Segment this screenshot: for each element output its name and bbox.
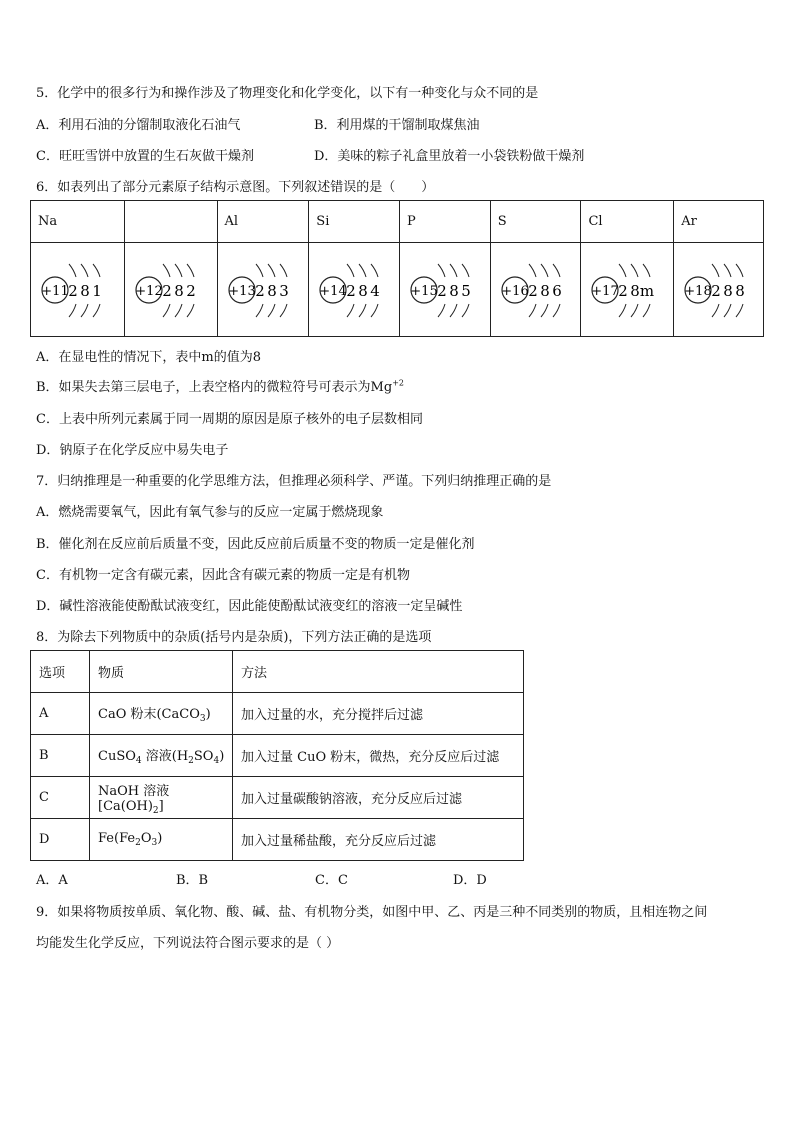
shell-electron-count: 2	[186, 281, 196, 300]
element-symbol-row	[31, 201, 764, 243]
shell-arc-bottom	[69, 304, 76, 317]
atom-diagram-cell	[490, 243, 581, 337]
shell-electron-count: 8	[266, 281, 277, 300]
shell-electron-count: 2	[254, 281, 265, 300]
atom-diagram-cell	[124, 243, 217, 337]
formula-subscript: 2	[152, 805, 159, 816]
shell-electron-count: 8	[630, 281, 641, 300]
formula-subscript: 4	[135, 756, 142, 766]
formula-part: )	[205, 707, 211, 722]
shell-arc-top	[268, 264, 275, 277]
shell-electron-count: 2	[68, 281, 78, 300]
shell-electron-count: 5	[461, 281, 471, 300]
shell-arc-bottom	[438, 304, 445, 317]
shell-arc-bottom	[81, 304, 88, 317]
row-substance	[90, 777, 233, 819]
shell-arc-bottom	[347, 304, 354, 317]
atom-diagram-al	[218, 245, 300, 335]
shell-arc-bottom	[619, 304, 626, 317]
shell-electron-count: 1	[92, 281, 102, 300]
shell-arc-top	[450, 264, 457, 277]
shell-arc-top	[736, 264, 743, 277]
shell-electron-count: m	[640, 281, 655, 300]
q5-option-b: B．利用煤的干馏制取煤焦油	[314, 118, 480, 133]
shell-arc-bottom	[724, 304, 731, 317]
q5-option-a: A．利用石油的分馏制取液化石油气	[36, 118, 241, 133]
shell-electron-count: 8	[735, 281, 745, 300]
shell-arc-bottom	[187, 304, 194, 317]
header-substance: 物质	[90, 651, 233, 693]
q8-answer-a: A．A	[36, 873, 68, 888]
row-option: D	[31, 819, 90, 861]
q8-answer-d: D．D	[453, 873, 487, 888]
formula-part: CuSO	[98, 749, 136, 764]
shell-electron-count: 8	[174, 281, 184, 300]
nucleus-charge: +12	[135, 283, 163, 299]
element-cell: Si	[309, 201, 400, 243]
atom-diagram-mg	[125, 245, 208, 335]
nucleus-charge: +17	[591, 283, 620, 299]
shell-electron-count: 2	[346, 281, 357, 300]
shell-arc-top	[371, 264, 378, 277]
shell-arc-bottom	[450, 304, 457, 317]
q6-option-a: A．在显电性的情况下，表中m的值为8	[36, 350, 261, 365]
table-row	[31, 735, 524, 777]
shell-arc-top	[347, 264, 354, 277]
q6-option-d: D．钠原子在化学反应中易失电子	[36, 443, 229, 458]
shell-arc-top	[175, 264, 182, 277]
row-method: 加入过量的水，充分搅拌后过滤	[233, 693, 524, 735]
row-method: 加入过量稀盐酸，充分反应后过滤	[233, 819, 524, 861]
q6-option-c: C．上表中所列元素属于同一周期的原因是原子核外的电子层数相同	[36, 412, 423, 427]
shell-electron-count: 2	[437, 281, 447, 300]
element-cell: S	[490, 201, 581, 243]
element-cell: Ar	[674, 201, 764, 243]
header-option: 选项	[31, 651, 90, 693]
shell-arc-top	[619, 264, 626, 277]
shell-arc-bottom	[256, 304, 263, 317]
shell-arc-top	[724, 264, 731, 277]
nucleus-charge: +13	[227, 283, 256, 299]
shell-arc-bottom	[280, 304, 287, 317]
formula-subscript: 4	[213, 756, 220, 766]
header-method: 方法	[233, 651, 524, 693]
table-row	[31, 777, 524, 819]
formula-part: )	[157, 831, 163, 846]
shell-electron-count: 2	[711, 281, 721, 300]
shell-arc-top	[81, 264, 88, 277]
shell-arc-bottom	[553, 304, 560, 317]
shell-arc-top	[631, 264, 638, 277]
shell-arc-top	[280, 264, 287, 277]
q5-option-d: D．美味的粽子礼盒里放着一小袋铁粉做干燥剂	[314, 149, 585, 164]
atom-diagram-cl	[581, 245, 664, 335]
formula-part: O	[140, 831, 152, 846]
q8-answer-c: C．C	[315, 873, 348, 888]
shell-arc-bottom	[643, 304, 650, 317]
shell-arc-top	[643, 264, 650, 277]
shell-arc-bottom	[541, 304, 548, 317]
q9-stem-line1: 9．如果将物质按单质、氧化物、酸、碱、盐、有机物分类，如图中甲、乙、丙是三种不同类别的物质，且相连物之间	[36, 905, 708, 920]
atom-diagram-p	[400, 245, 481, 335]
q8-answer-b: B．B	[176, 873, 209, 888]
formula-part: 溶液(H	[141, 749, 189, 764]
element-cell: Cl	[581, 201, 674, 243]
q5-option-c: C．旺旺雪饼中放置的生石灰做干燥剂	[36, 149, 254, 164]
shell-arc-top	[359, 264, 366, 277]
q7-option-a: A．燃烧需要氧气，因此有氧气参与的反应一定属于燃烧现象	[36, 505, 384, 520]
nucleus-charge: +11	[41, 283, 69, 299]
atom-diagram-cell	[674, 243, 764, 337]
shell-arc-bottom	[736, 304, 743, 317]
shell-electron-count: 8	[539, 281, 550, 300]
shell-arc-top	[187, 264, 194, 277]
shell-arc-top	[93, 264, 100, 277]
shell-electron-count: 6	[551, 281, 562, 300]
row-method: 加入过量碳酸钠溶液，充分反应后过滤	[233, 777, 524, 819]
shell-electron-count: 3	[278, 281, 289, 300]
q6-option-b	[36, 376, 404, 395]
shell-arc-bottom	[371, 304, 378, 317]
formula-part: NaOH 溶液[Ca(OH)	[98, 783, 170, 814]
atom-diagram-ar	[674, 245, 754, 335]
atom-structure-table	[30, 200, 764, 337]
row-option: C	[31, 777, 90, 819]
shell-electron-count: 2	[527, 281, 538, 300]
shell-electron-count: 2	[162, 281, 172, 300]
atom-diagram-cell	[309, 243, 400, 337]
formula-part: Fe(Fe	[98, 831, 136, 846]
shell-arc-top	[163, 264, 170, 277]
row-option: B	[31, 735, 90, 777]
shell-arc-top	[256, 264, 263, 277]
atom-diagram-cell	[581, 243, 674, 337]
table-header-row	[31, 651, 524, 693]
q7-option-d: D．碱性溶液能使酚酞试液变红，因此能使酚酞试液变红的溶液一定呈碱性	[36, 599, 463, 614]
shell-arc-top	[438, 264, 445, 277]
shell-electron-count: 8	[80, 281, 90, 300]
shell-arc-top	[529, 264, 536, 277]
q7-option-b: B．催化剂在反应前后质量不变，因此反应前后质量不变的物质一定是催化剂	[36, 537, 475, 552]
element-cell: Na	[31, 201, 125, 243]
formula-subscript: 3	[199, 714, 206, 724]
element-cell: Al	[217, 201, 309, 243]
atom-diagram-na	[31, 245, 115, 335]
nucleus-charge: +16	[501, 283, 529, 299]
shell-arc-bottom	[712, 304, 719, 317]
row-option: A	[31, 693, 90, 735]
formula-subscript: 2	[135, 838, 141, 848]
atom-diagram-s	[491, 245, 572, 335]
formula-subscript: 2	[188, 756, 194, 766]
atom-diagram-cell	[217, 243, 309, 337]
atom-diagram-si	[309, 245, 390, 335]
row-substance	[90, 819, 233, 861]
row-substance	[90, 735, 233, 777]
shell-arc-top	[69, 264, 76, 277]
shell-arc-top	[712, 264, 719, 277]
atom-diagram-row	[31, 243, 764, 337]
table-row	[31, 693, 524, 735]
shell-electron-count: 8	[449, 281, 459, 300]
shell-arc-bottom	[631, 304, 638, 317]
element-cell: P	[400, 201, 491, 243]
shell-electron-count: 2	[618, 281, 629, 300]
q7-stem: 7．归纳推理是一种重要的化学思维方法，但推理必须科学、严谨。下列归纳推理正确的是	[36, 474, 552, 489]
atom-diagram-cell	[31, 243, 125, 337]
shell-electron-count: 4	[370, 281, 381, 300]
impurity-table	[30, 650, 524, 861]
shell-arc-bottom	[175, 304, 182, 317]
nucleus-charge: +14	[319, 283, 348, 299]
shell-arc-bottom	[163, 304, 170, 317]
q9-stem-line2: 均能发生化学反应，下列说法符合图示要求的是（ ）	[36, 936, 340, 951]
shell-arc-bottom	[359, 304, 366, 317]
atom-diagram-cell	[400, 243, 491, 337]
element-cell-blank	[124, 201, 217, 243]
table-row	[31, 819, 524, 861]
formula-part: ]	[158, 798, 164, 814]
row-substance	[90, 693, 233, 735]
formula-part: CaO 粉末(CaCO	[98, 707, 200, 722]
shell-arc-bottom	[529, 304, 536, 317]
nucleus-charge: +18	[684, 283, 712, 299]
formula-subscript: 3	[151, 838, 158, 848]
shell-electron-count: 8	[358, 281, 369, 300]
row-method: 加入过量 CuO 粉末，微热，充分反应后过滤	[233, 735, 524, 777]
q6-stem: 6．如表列出了部分元素原子结构示意图。下列叙述错误的是（ ）	[36, 180, 435, 195]
shell-arc-bottom	[268, 304, 275, 317]
q8-stem: 8．为除去下列物质中的杂质(括号内是杂质)，下列方法正确的是选项	[36, 630, 432, 645]
formula-part: )	[219, 749, 225, 764]
charge-superscript: +2	[392, 378, 404, 388]
q6-option-b-text: B．如果失去第三层电子，上表空格内的微粒符号可表示为Mg	[36, 380, 393, 395]
formula-part: SO	[193, 749, 214, 764]
q5-stem: 5．化学中的很多行为和操作涉及了物理变化和化学变化，以下有一种变化与众不同的是	[36, 86, 539, 101]
shell-arc-bottom	[93, 304, 100, 317]
shell-arc-bottom	[462, 304, 469, 317]
shell-arc-top	[541, 264, 548, 277]
shell-arc-top	[553, 264, 560, 277]
q7-option-c: C．有机物一定含有碳元素，因此含有碳元素的物质一定是有机物	[36, 568, 410, 583]
shell-arc-top	[462, 264, 469, 277]
nucleus-charge: +15	[410, 283, 438, 299]
shell-electron-count: 8	[723, 281, 733, 300]
